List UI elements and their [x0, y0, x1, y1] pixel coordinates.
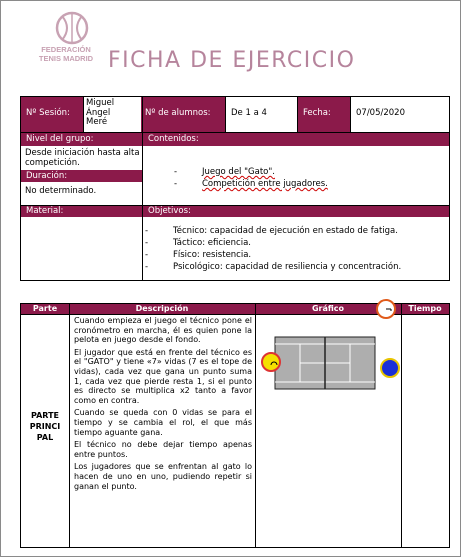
- federation-line-1: FEDERACIÓN: [41, 45, 91, 54]
- col-time-header: Tiempo: [401, 304, 449, 314]
- divider: [83, 97, 84, 132]
- divider: [21, 205, 449, 206]
- col-graphic-header: Gráfico: [255, 304, 401, 314]
- stopwatch-icon: [375, 298, 397, 320]
- description-paragraph: El jugador que está en frente del técnico es el "GATO" y tiene «7» vidas (7 es el tope de vidas), cada vez que gana un punto suma 1, cada vez que pierde resta 1, si el punto es directo se multiplica x2 tanto a favor como en contra.: [74, 347, 252, 405]
- divider: [350, 97, 351, 132]
- divider: [21, 132, 449, 133]
- part-label: [21, 410, 69, 443]
- date-value: 07/05/2020: [350, 97, 449, 132]
- students-label: Nº de alumnos:: [145, 108, 211, 118]
- list-item: [145, 261, 401, 273]
- description-paragraph: Cuando se queda con 0 vidas se para el tiempo y se cambia el rol, el que más tiempo aguante gana.: [74, 408, 252, 437]
- date-label: Fecha:: [303, 108, 331, 118]
- part-line-2: PRINCI: [29, 422, 61, 431]
- contents-label: Contenidos:: [148, 134, 199, 144]
- session-value-line-1: Miguel: [86, 98, 115, 108]
- objectives-list: [145, 225, 401, 273]
- page-title: FICHA DE EJERCICIO: [108, 48, 356, 73]
- description-paragraph: Los jugadores que se enfrentan al gato lo hacen de uno en uno, pudiendo repetir si ganan el punto.: [74, 462, 252, 491]
- divider: [225, 97, 226, 132]
- objective-item: Táctico: eficiencia.: [173, 238, 251, 248]
- duration-label: Duración:: [26, 171, 68, 181]
- objective-item: Psicológico: capacidad de resiliencia y concentración.: [173, 262, 402, 272]
- session-value-line-3: Meré: [86, 117, 108, 127]
- session-value: [83, 97, 141, 132]
- list-item: [174, 178, 328, 190]
- coach-player-icon: [260, 351, 282, 373]
- list-item: [174, 166, 328, 178]
- description-paragraph: Cuando empieza el juego el técnico pone el cronómetro en marcha, él es quien pone la pelota en juego desde el fondo.: [74, 316, 252, 345]
- part-line-1: PARTE: [30, 411, 60, 420]
- col-description-header: Descripción: [69, 304, 255, 314]
- divider: [69, 304, 70, 547]
- exercise-table: [20, 303, 450, 548]
- federation-name: [30, 45, 102, 63]
- federation-line-2: TENIS MADRID: [38, 54, 94, 63]
- session-value-line-2: Ángel: [86, 107, 111, 118]
- objective-item: Físico: resistencia.: [173, 250, 252, 260]
- session-label: Nº Sesión:: [26, 108, 70, 118]
- info-table: [20, 96, 450, 281]
- contents-list: [174, 166, 328, 190]
- level-label: Nivel del grupo:: [26, 134, 94, 144]
- list-item: [145, 225, 401, 237]
- content-item: Competición entre jugadores.: [202, 179, 328, 189]
- part-line-3: PAL: [36, 433, 54, 442]
- description-paragraph: El técnico no debe dejar tiempo apenas entre puntos.: [74, 440, 252, 459]
- divider: [401, 304, 402, 547]
- material-label: Material:: [26, 206, 64, 216]
- divider: [297, 97, 298, 132]
- students-value: De 1 a 4: [225, 97, 297, 132]
- level-value: Desde iniciación hasta alta competición.: [25, 148, 140, 168]
- list-item: [145, 237, 401, 249]
- cat-player-icon: [379, 357, 401, 379]
- material-objectives-band: [21, 205, 449, 217]
- content-item: Juego del "Gato".: [202, 167, 275, 177]
- objective-item: Técnico: capacidad de ejecución en estado de fatiga.: [173, 226, 398, 236]
- col-part-header: Parte: [21, 304, 69, 314]
- list-item: [145, 249, 401, 261]
- objectives-label: Objetivos:: [148, 206, 191, 216]
- description-text: [74, 316, 252, 494]
- divider: [142, 97, 143, 280]
- duration-value: No determinado.: [25, 186, 97, 196]
